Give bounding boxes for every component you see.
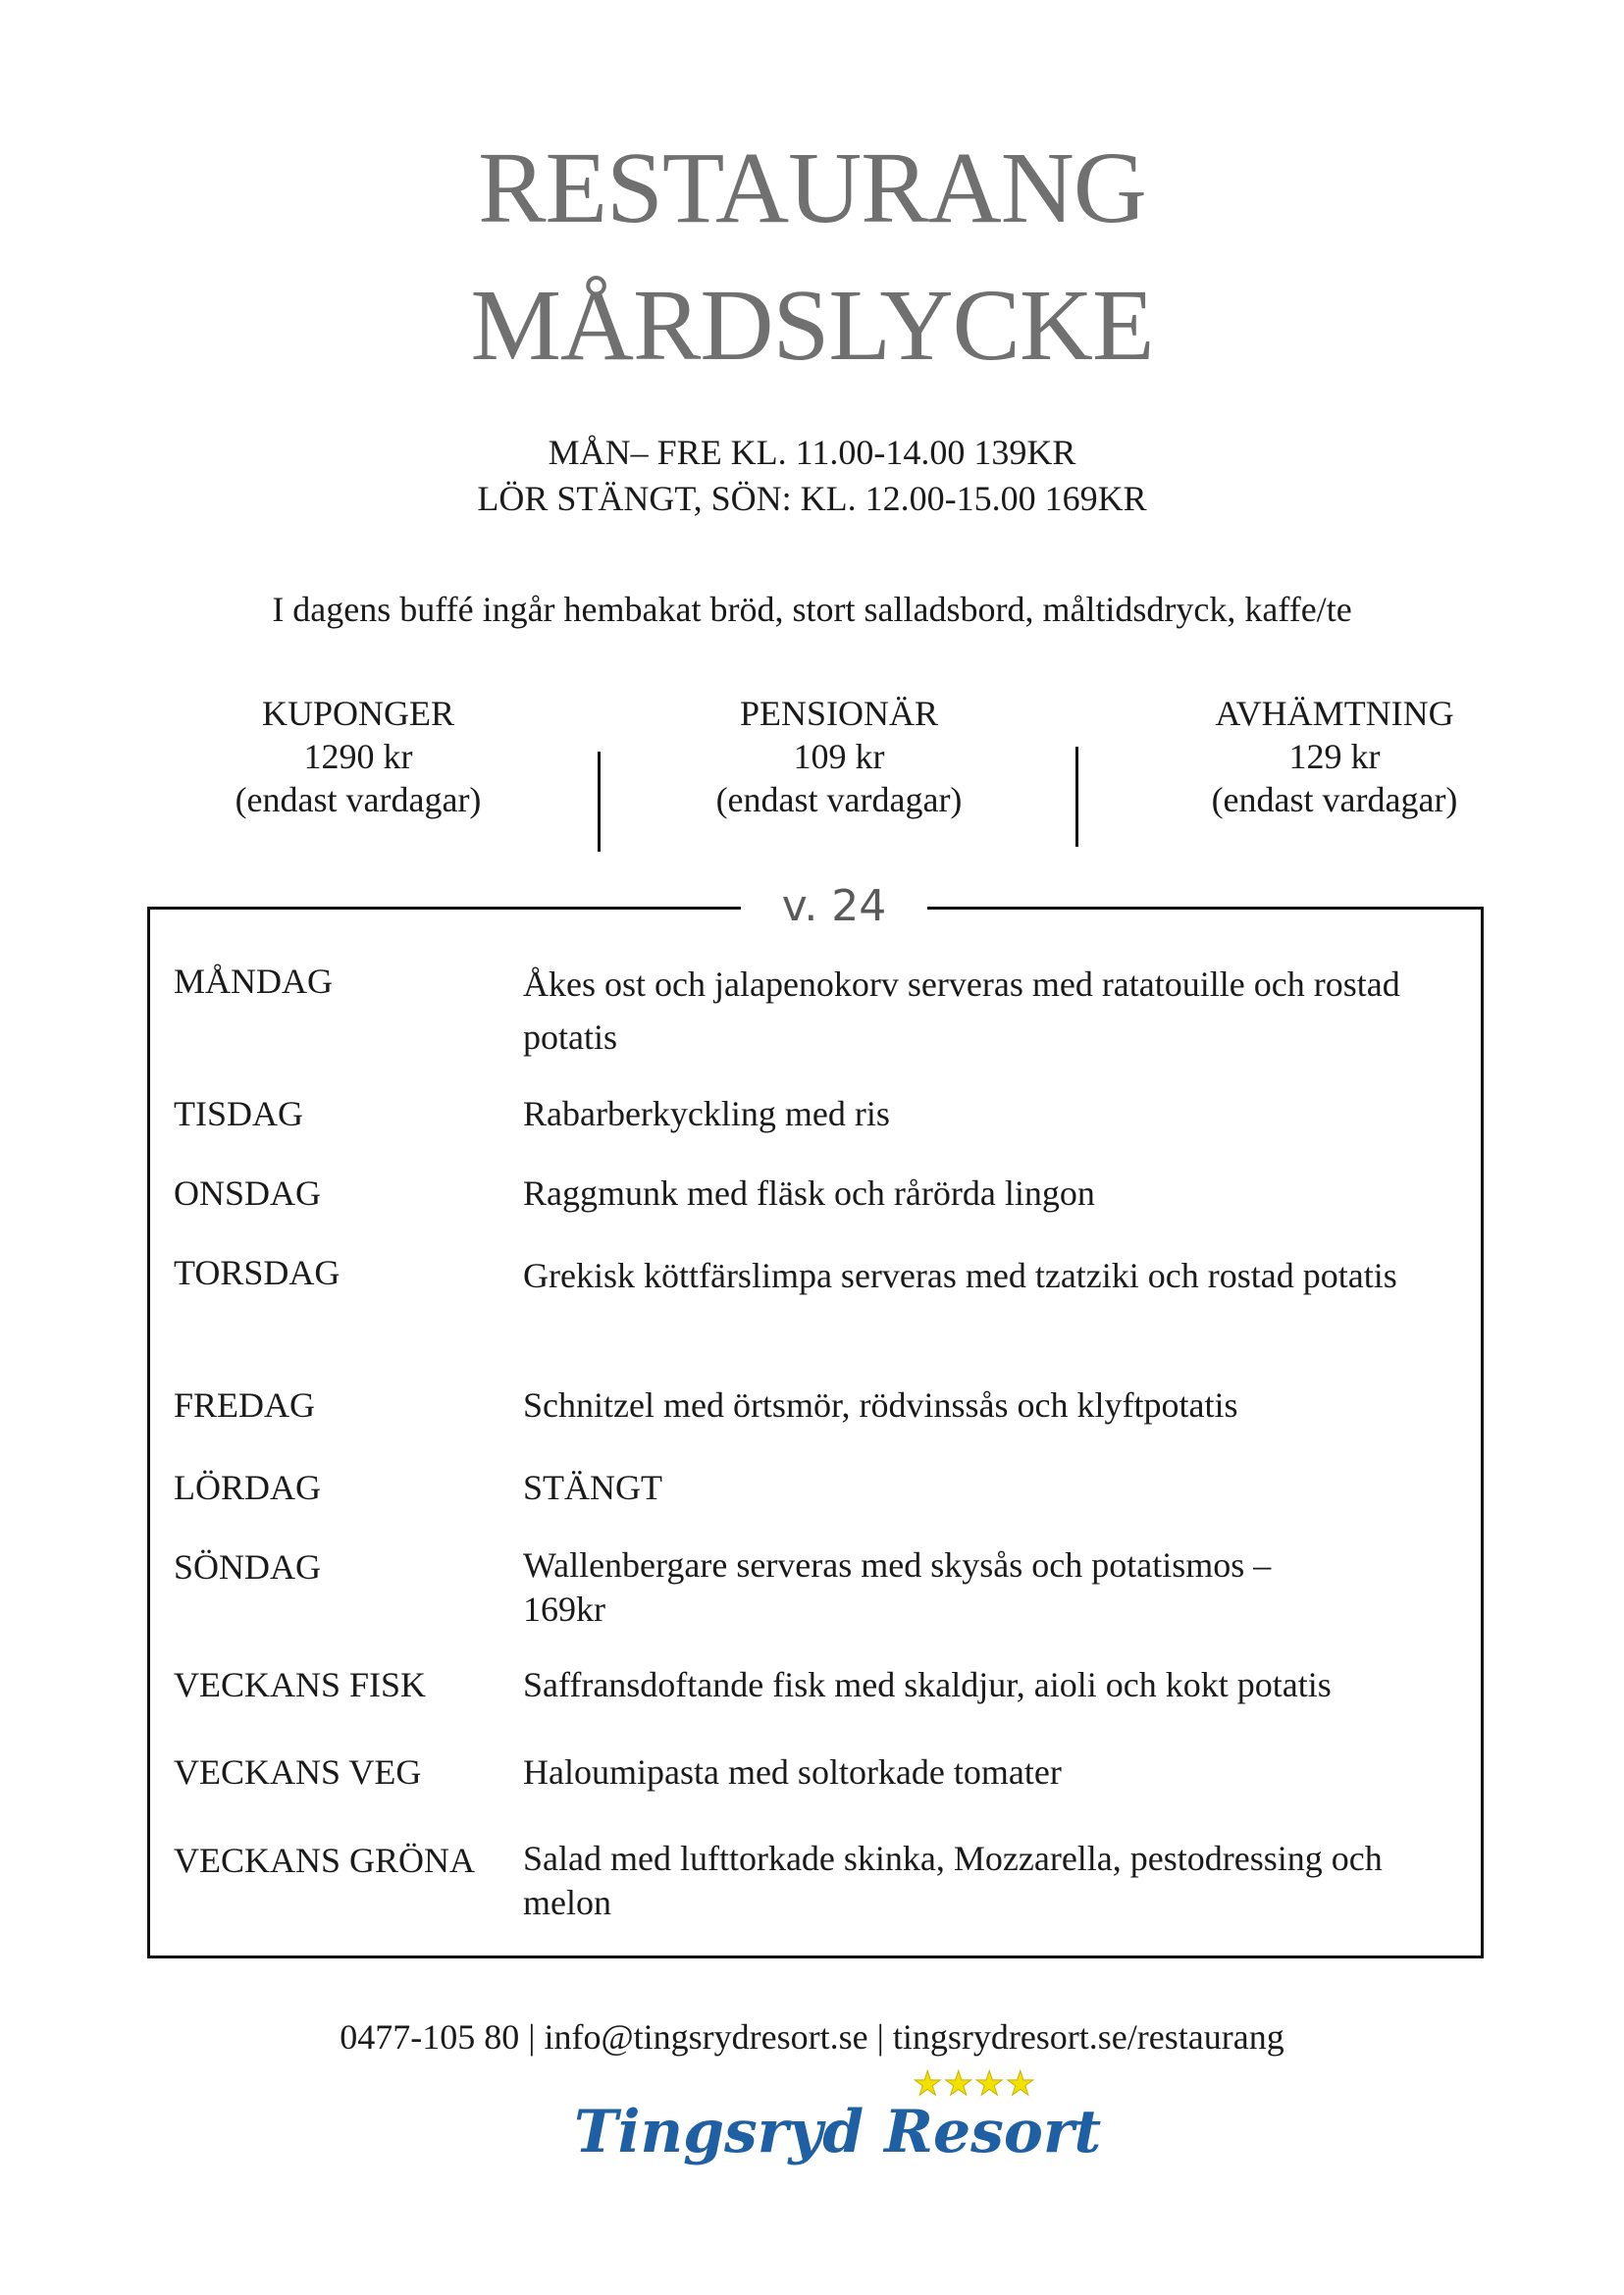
- price-value: 1290 kr: [303, 737, 413, 776]
- price-label: PENSIONÄR: [739, 694, 939, 733]
- menu-dish: Grekisk köttfärslimpa serveras med tzatziki och rostad potatis: [523, 1256, 1397, 1295]
- menu-dish: Åkes ost och jalapenokorv serveras med ratatouille och rostad potatis: [523, 965, 1400, 1057]
- menu-dish: Salad med lufttorkade skinka, Mozzarella, pestodressing och melon: [523, 1839, 1383, 1922]
- price-column-kuponger: [196, 692, 520, 821]
- star-rating-icon: ★★★★: [913, 2066, 1036, 2103]
- menu-dish: Saffransdoftande fisk med skaldjur, aioli och kokt potatis: [523, 1665, 1332, 1704]
- menu-day: TISDAG: [174, 1094, 303, 1133]
- menu-day: VECKANS GRÖNA: [174, 1841, 476, 1880]
- footer-separator: |: [867, 2017, 893, 2057]
- menu-day: FREDAG: [174, 1385, 316, 1425]
- menu-day: TORSDAG: [174, 1253, 341, 1292]
- price-label: KUPONGER: [261, 694, 454, 733]
- price-note: (endast vardagar): [715, 780, 963, 819]
- menu-dish: STÄNGT: [523, 1468, 662, 1507]
- menu-dish: Wallenbergare serveras med skysås och potatismos – 169kr: [523, 1545, 1272, 1629]
- menu-dish: Raggmunk med fläsk och rårörda lingon: [523, 1174, 1095, 1213]
- tingsryd-resort-logo: [574, 2066, 1102, 2178]
- email-link[interactable]: info@tingsrydresort.se: [544, 2017, 868, 2057]
- menu-day: ONSDAG: [174, 1174, 322, 1213]
- restaurant-title-line2: MÅRDSLYCKE: [470, 269, 1154, 382]
- contact-footer: [0, 2016, 1624, 2058]
- weekly-menu-box: [147, 907, 1484, 1958]
- price-note: (endast vardagar): [1211, 780, 1458, 819]
- menu-dish: Schnitzel med örtsmör, rödvinssås och klyftpotatis: [523, 1385, 1238, 1425]
- menu-day: MÅNDAG: [174, 962, 333, 1001]
- restaurant-title-line1: RESTAURANG: [478, 131, 1146, 244]
- column-divider: [1075, 747, 1078, 847]
- menu-day: VECKANS FISK: [174, 1665, 427, 1704]
- price-value: 109 kr: [793, 737, 885, 776]
- price-value: 129 kr: [1288, 737, 1381, 776]
- price-label: AVHÄMTNING: [1215, 694, 1454, 733]
- footer-separator: |: [519, 2017, 545, 2057]
- menu-day: LÖRDAG: [174, 1468, 321, 1507]
- price-column-pensionar: [677, 692, 1001, 821]
- phone-number[interactable]: 0477-105 80: [340, 2017, 520, 2057]
- price-column-avhamtning: [1168, 692, 1501, 821]
- column-divider: [598, 752, 601, 852]
- website-link[interactable]: tingsrydresort.se/restaurang: [892, 2017, 1284, 2057]
- menu-dish: Rabarberkyckling med ris: [523, 1094, 890, 1133]
- logo-text: Tingsryd Resort: [574, 2098, 1102, 2166]
- menu-day: VECKANS VEG: [174, 1752, 422, 1792]
- buffet-intro: I dagens buffé ingår hembakat bröd, stort salladsbord, måltidsdryck, kaffe/te: [272, 590, 1352, 629]
- week-number: v. 24: [741, 881, 927, 931]
- menu-day: SÖNDAG: [174, 1547, 322, 1587]
- weekday-hours: MÅN– FRE KL. 11.00-14.00 139KR: [548, 433, 1076, 472]
- weekend-hours: LÖR STÄNGT, SÖN: KL. 12.00-15.00 169KR: [477, 479, 1147, 518]
- menu-dish: Haloumipasta med soltorkade tomater: [523, 1752, 1062, 1792]
- price-note: (endast vardagar): [235, 780, 482, 819]
